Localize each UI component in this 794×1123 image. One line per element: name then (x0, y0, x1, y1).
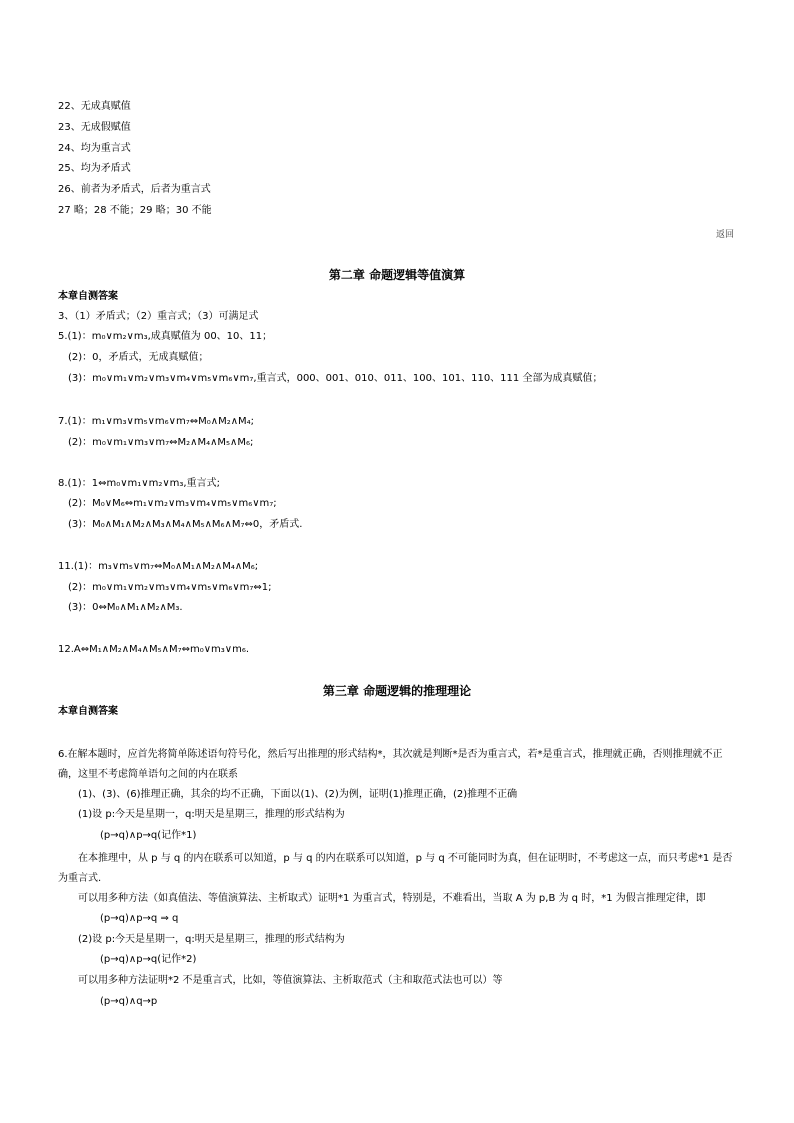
answer-27-30: 27 略；28 不能；29 略；30 不能 (58, 205, 212, 216)
answer-24: 24、均为重言式 (58, 143, 131, 154)
proof-2-formula: (p→q)∧p→q(记作*2) (100, 954, 197, 965)
answer-6-summary: (1)、(3)、(6)推理正确，其余的均不正确，下面以(1)、(2)为例，证明(1)推理正确，(2)推理不正确 (78, 789, 518, 800)
proof-1-setup: (1)设 p:今天是星期一，q:明天是星期三，推理的形式结构为 (78, 809, 345, 820)
answer-8-1: 8.(1)：1⇔m₀∨m₁∨m₂∨m₃,重言式; (58, 478, 220, 489)
proof-1-explanation: 在本推理中，从 p 与 q 的内在联系可以知道，p 与 q 的内在联系可以知道，p 与 q 不可能同时为真，但在证明时，不考虑这一点，而只考虑*1 是否为重言式. (58, 853, 733, 884)
answer-26: 26、前者为矛盾式，后者为重言式 (58, 184, 211, 195)
answer-6-intro: 6.在解本题时，应首先将简单陈述语句符号化，然后写出推理的形式结构*，其次就是判断*是否为重言式，若*是重言式，推理就正确，否则推理就不正确，这里不考虑简单语句之间的内在联系 (58, 749, 723, 780)
answer-11-1: 11.(1)：m₃∨m₅∨m₇⇔M₀∧M₁∧M₂∧M₄∧M₆; (58, 561, 259, 572)
answer-11-2: (2)：m₀∨m₁∨m₂∨m₃∨m₄∨m₅∨m₆∨m₇⇔1; (68, 582, 272, 593)
proof-2-method: 可以用多种方法证明*2 不是重言式，比如，等值演算法、主析取范式（主和取范式法也可以）等 (78, 975, 503, 986)
answer-11-3: (3)：0⇔M₀∧M₁∧M₂∧M₃. (68, 602, 183, 613)
proof-2-formula-2: (p→q)∧q→p (100, 996, 158, 1007)
answer-5-1: 5.(1)：m₀∨m₂∨m₃,成真赋值为 00、10、11； (58, 331, 273, 342)
answer-25: 25、均为矛盾式 (58, 163, 131, 174)
chapter-2-subtitle: 本章自测答案 (58, 291, 118, 302)
answer-22: 22、无成真赋值 (58, 101, 131, 112)
back-link[interactable]: 返回 (716, 230, 735, 240)
proof-1-conclusion: (p→q)∧p→q ⇒ q (100, 913, 179, 924)
proof-2-setup: (2)设 p:今天是星期一，q:明天是星期三，推理的形式结构为 (78, 934, 345, 945)
chapter-2-title: 第二章 命题逻辑等值演算 (328, 268, 466, 282)
answer-3: 3、（1）矛盾式；（2）重言式；（3）可满足式 (58, 311, 259, 322)
answer-23: 23、无成假赋值 (58, 122, 131, 133)
answer-5-3: (3)：m₀∨m₁∨m₂∨m₃∨m₄∨m₅∨m₆∨m₇,重言式，000、001、010、011、100、101、110、111 全部为成真赋值； (68, 373, 603, 384)
chapter-3-title: 第三章 命题逻辑的推理理论 (322, 684, 472, 698)
proof-1-method: 可以用多种方法（如真值法、等值演算法、主析取式）证明*1 为重言式，特别是，不难看出，当取 A 为 p,B 为 q 时，*1 为假言推理定律，即 (78, 893, 706, 904)
answer-7-1: 7.(1)：m₁∨m₃∨m₅∨m₆∨m₇⇔M₀∧M₂∧M₄; (58, 416, 255, 427)
answer-5-2: (2)：0，矛盾式，无成真赋值； (68, 352, 209, 363)
answer-7-2: (2)：m₀∨m₁∨m₃∨m₇⇔M₂∧M₄∧M₅∧M₆; (68, 437, 254, 448)
proof-1-formula: (p→q)∧p→q(记作*1) (100, 830, 197, 841)
answer-8-3: (3)：M₀∧M₁∧M₂∧M₃∧M₄∧M₅∧M₆∧M₇⇔0，矛盾式. (68, 519, 303, 530)
answer-8-2: (2)：M₀∨M₆⇔m₁∨m₂∨m₃∨m₄∨m₅∨m₆∨m₇; (68, 498, 277, 509)
chapter-3-subtitle: 本章自测答案 (58, 706, 118, 717)
answer-12: 12.A⇔M₁∧M₂∧M₄∧M₅∧M₇⇔m₀∨m₃∨m₆. (58, 644, 250, 655)
